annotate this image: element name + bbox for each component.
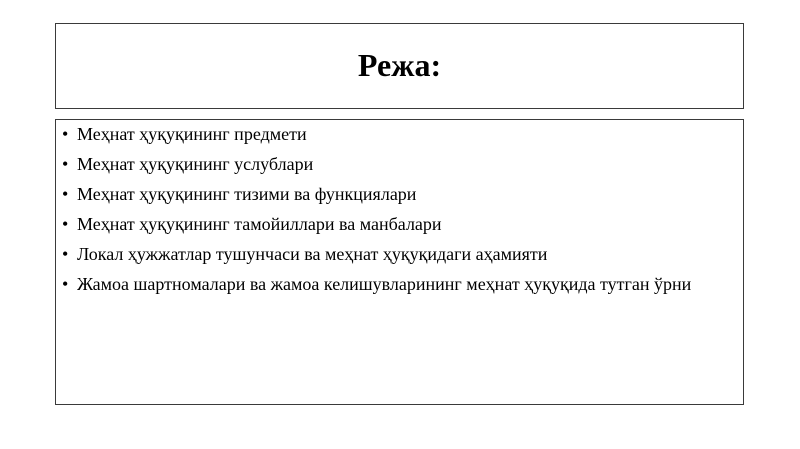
list-item — [62, 273, 737, 295]
slide-title: Режа: — [357, 47, 442, 83]
bullet-icon: • — [62, 214, 69, 234]
list-item-text: Жамоа шартномалари ва жамоа келишувларининг меҳнат ҳуқуқида тутган ўрни — [77, 274, 692, 294]
bullet-icon: • — [62, 274, 69, 294]
bullet-list — [62, 123, 737, 295]
bullet-icon: • — [62, 154, 69, 174]
list-item-text: Меҳнат ҳуқуқининг предмети — [77, 124, 307, 144]
list-item-text: Меҳнат ҳуқуқининг тизими ва функциялари — [77, 184, 417, 204]
content-box — [55, 119, 744, 405]
list-item — [62, 243, 737, 265]
bullet-icon: • — [62, 124, 69, 144]
list-item-text: Меҳнат ҳуқуқининг тамойиллари ва манбалари — [77, 214, 442, 234]
bullet-icon: • — [62, 244, 69, 264]
list-item — [62, 183, 737, 205]
list-item-text: Локал ҳужжатлар тушунчаси ва меҳнат ҳуқуқидаги аҳамияти — [77, 244, 548, 264]
list-item-text: Меҳнат ҳуқуқининг услублари — [77, 154, 314, 174]
list-item — [62, 213, 737, 235]
list-item — [62, 123, 737, 145]
title-box — [55, 23, 744, 109]
list-item — [62, 153, 737, 175]
bullet-icon: • — [62, 184, 69, 204]
